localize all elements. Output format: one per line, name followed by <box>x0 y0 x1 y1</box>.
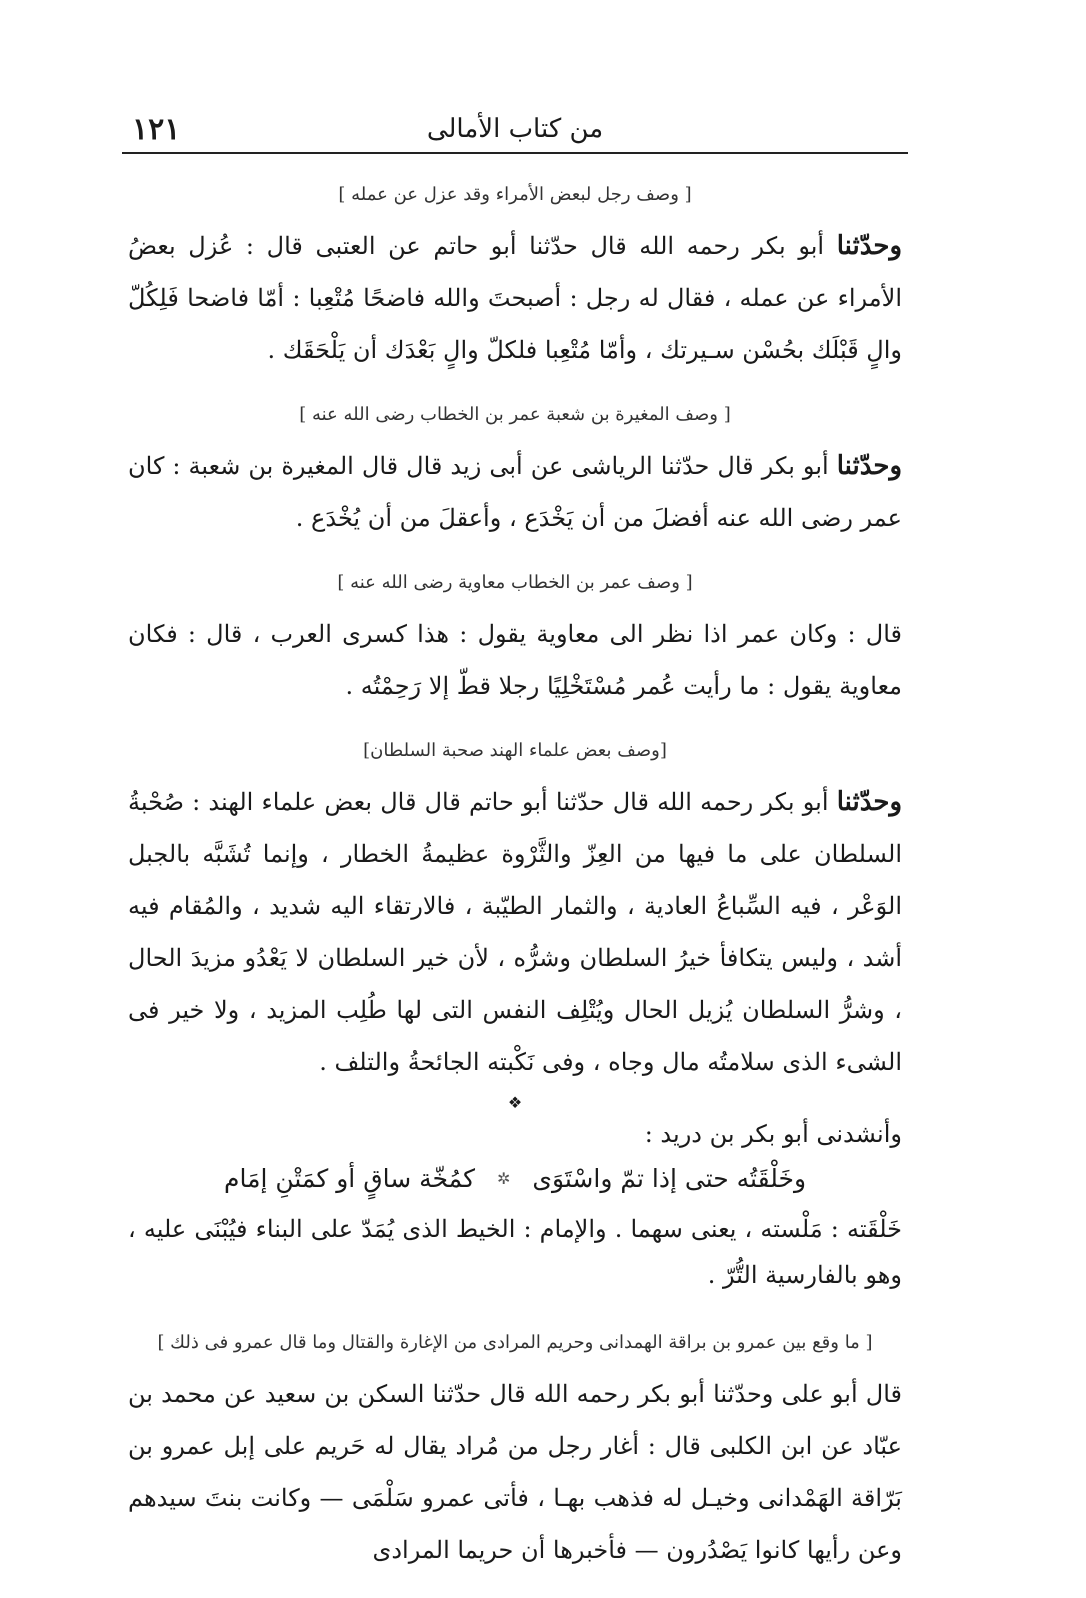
section-heading: [ وصف رجل لبعض الأمراء وقد عزل عن عمله ] <box>338 184 692 205</box>
running-title: من كتاب الأمالى <box>426 114 604 144</box>
paragraph-text: أبو بكر قال حدّثنا الرياشى عن أبى زيد قال قال المغيرة بن شعبة : كان عمر رضى الله عنه أفضلَ من أن يَخْدَع ، وأعقلَ من أن يُخْدَع . <box>128 452 902 532</box>
main-text <box>128 178 902 1598</box>
verse-gloss: خَلْقَته : مَلْسته ، يعنى سهما . والإمام : الخيط الذى يُمَدّ على البناء فيُبْنَى عليه ، وهو بالفارسية التُّرّ . <box>128 1215 902 1289</box>
paragraph-text: أبو بكر رحمه الله قال حدّثنا أبو حاتم عن العتبى قال : عُزل بعضُ الأمراء عن عمله ، فقال له رجل : أصبحتَ والله فاضحًا مُتْعِبا : أمّا فاضحا فَلِكُلّ والٍ قَبْلَك بحُسْن سـيرتك ، وأمّا مُتْعِبا فلكلّ والٍ بَعْدَك أن يَلْحَقَك . <box>128 232 902 364</box>
section-heading: [ وصف عمر بن الخطاب معاوية رضى الله عنه ] <box>337 572 693 593</box>
paragraph-lead-word: وحدّثنا <box>836 787 902 817</box>
section-3 <box>128 566 902 712</box>
ornament-icon: ❖ <box>507 1093 523 1112</box>
paragraph-text: أبو بكر رحمه الله قال حدّثنا أبو حاتم قال قال بعض علماء الهند : صُحْبةُ السلطان على ما فيها من العِزّ والثَّرْوة عظيمةُ الخطار ، وإنما تُشَبَّه بالجبل الوَعْر ، فيه السِّباعُ العادية ، والثمار الطيّبة ، فالارتقاء اليه شديد ، والمُقام فيه أشد ، وليس يتكافأ خيرُ السلطان وشرُّه ، لأن خير السلطان لا يَعْدُو مزيدَ الحال ، وشرُّ السلطان يُزيل الحال ويُتْلِف النفس التى لها طُلِب المزيد ، ولا خير فى الشىء الذى سلامتُه مال وجاه ، وفى نَكْبته الجائحةُ والتلف . <box>128 788 902 1076</box>
section-paragraph <box>128 608 902 712</box>
verse-block <box>128 1112 902 1298</box>
verse-hemistich-first: وخَلْقَتُه حتى إذا تمّ واسْتَوَى <box>532 1164 807 1193</box>
section-heading: [ ما وقع بين عمرو بن براقة الهمدانى وحريم المرادى من الإغارة والقتال وما قال عمرو فى ذلك ] <box>157 1332 873 1353</box>
verse-separator-icon: ✲ <box>497 1169 511 1188</box>
page-number: ١٢١ <box>132 112 181 147</box>
paragraph-text: قال : وكان عمر اذا نظر الى معاوية يقول : هذا كسرى العرب ، قال : فكان معاوية يقول : ما رأيت عُمر مُسْتَخْلِيًا رجلا قطّ إلا رَحِمْتُه . <box>128 620 902 700</box>
section-1 <box>128 178 902 376</box>
verse-line <box>128 1156 902 1202</box>
verse-hemistich-second: كمُخّة ساقٍ أو كمَتْنِ إمَام <box>223 1164 475 1193</box>
section-paragraph <box>128 220 902 376</box>
page-header <box>122 100 908 156</box>
verse-intro: وأنشدنى أبو بكر بن دريد : <box>644 1120 902 1148</box>
section-5 <box>128 1326 902 1576</box>
section-2 <box>128 398 902 544</box>
section-paragraph <box>128 776 902 1088</box>
paragraph-text: قال أبو على وحدّثنا أبو بكر رحمه الله قال حدّثنا السكن بن سعيد عن محمد بن عبّاد عن ابن الكلبى قال : أغار رجل من مُراد يقال له حَريم على إبل عمرو بن بَرّاقة الهَمْدانى وخيـل له فذهب بهـا ، فأتى عمرو سَلْمَى — وكانت بنتَ سيدهم وعن رأيها كانوا يَصْدُرون — فأخبرها أن حريما المرادى <box>128 1380 902 1564</box>
header-rule <box>122 152 908 154</box>
section-paragraph <box>128 1368 902 1576</box>
section-4 <box>128 734 902 1088</box>
section-paragraph <box>128 440 902 544</box>
paragraph-lead-word: وحدّثنا <box>836 231 902 261</box>
paragraph-lead-word: وحدّثنا <box>836 451 902 481</box>
section-heading: [ وصف المغيرة بن شعبة عمر بن الخطاب رضى الله عنه ] <box>299 404 731 425</box>
section-heading: [وصف بعض علماء الهند صحبة السلطان] <box>363 740 667 761</box>
